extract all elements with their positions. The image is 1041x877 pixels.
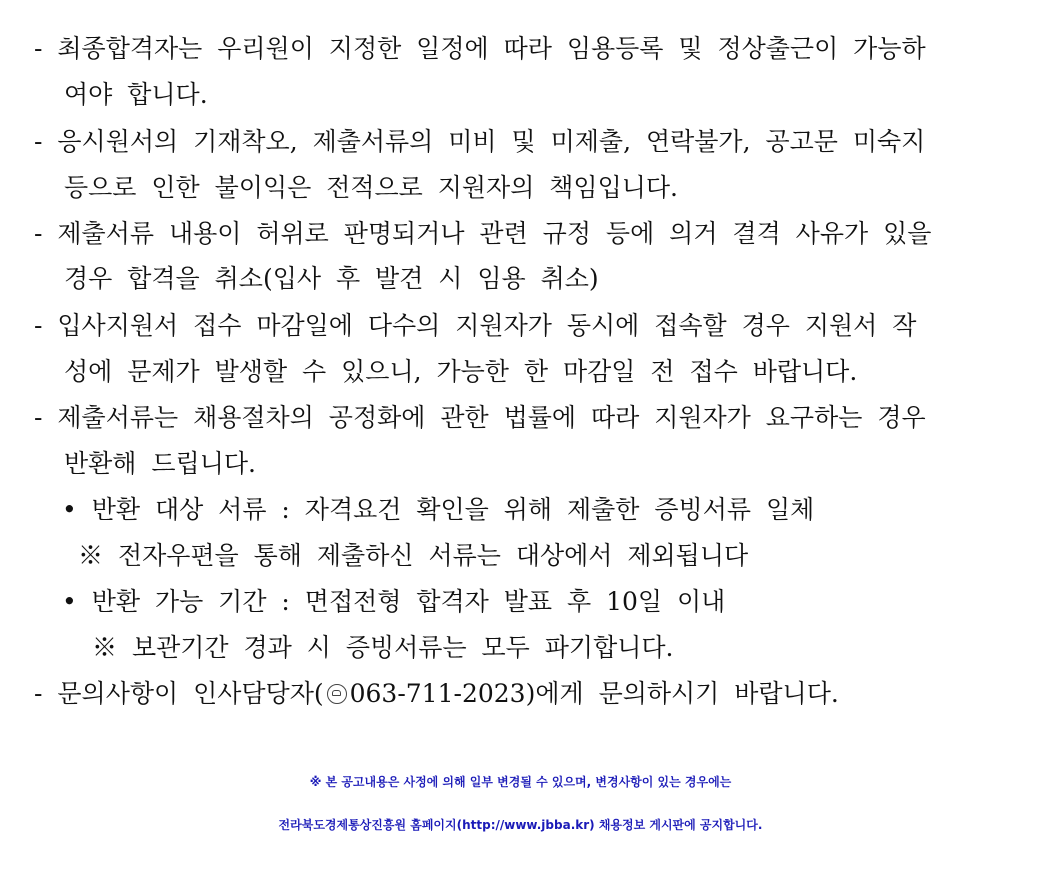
return-period: • 반환 가능 기간 : 면접전형 합격자 발표 후 10일 이내 [62,587,726,616]
footer-notice-line-2: 전라북도경제통상진흥원 홈페이지(http://www.jbba.kr) 채용정보 게시판에 공지합니다. [278,818,763,832]
notice-item-3-line-1: - 제출서류 내용이 허위로 판명되거나 관련 규정 등에 의거 결격 사유가 있을 [34,219,932,248]
notice-item-2-line-2: 등으로 인한 불이익은 전적으로 지원자의 책임입니다. [64,173,678,202]
notice-item-4-line-1: - 입사지원서 접수 마감일에 다수의 지원자가 동시에 접속할 경우 지원서 작 [34,311,917,340]
return-period-note: ※ 보관기간 경과 시 증빙서류는 모두 파기합니다. [92,633,674,662]
contact-line [34,679,839,709]
contact-phone-number: 063-711-2023 [349,679,526,708]
return-target-note: ※ 전자우편을 통해 제출하신 서류는 대상에서 제외됩니다 [78,541,749,570]
telephone-icon [327,684,347,704]
notice-item-1-line-1: - 최종합격자는 우리원이 지정한 일정에 따라 임용등록 및 정상출근이 가능하 [34,34,926,63]
contact-prefix: - 문의사항이 인사담당자( [34,679,324,708]
footer-notice-line-1: ※ 본 공고내용은 사정에 의해 일부 변경될 수 있으며, 변경사항이 있는 경우에는 [309,775,732,789]
notice-item-5-line-1: - 제출서류는 채용절차의 공정화에 관한 법률에 따라 지원자가 요구하는 경우 [34,403,926,432]
notice-item-1-line-2: 여야 합니다. [64,80,208,109]
notice-item-5-line-2: 반환해 드립니다. [64,449,256,478]
notice-item-4-line-2: 성에 문제가 발생할 수 있으니, 가능한 한 마감일 전 접수 바랍니다. [64,357,858,386]
notice-item-3-line-2: 경우 합격을 취소(입사 후 발견 시 임용 취소) [64,264,599,293]
contact-suffix: )에게 문의하시기 바랍니다. [525,679,839,708]
notice-item-2-line-1: - 응시원서의 기재착오, 제출서류의 미비 및 미제출, 연락불가, 공고문 미숙지 [34,127,926,156]
return-target-documents: • 반환 대상 서류 : 자격요건 확인을 위해 제출한 증빙서류 일체 [62,495,815,524]
